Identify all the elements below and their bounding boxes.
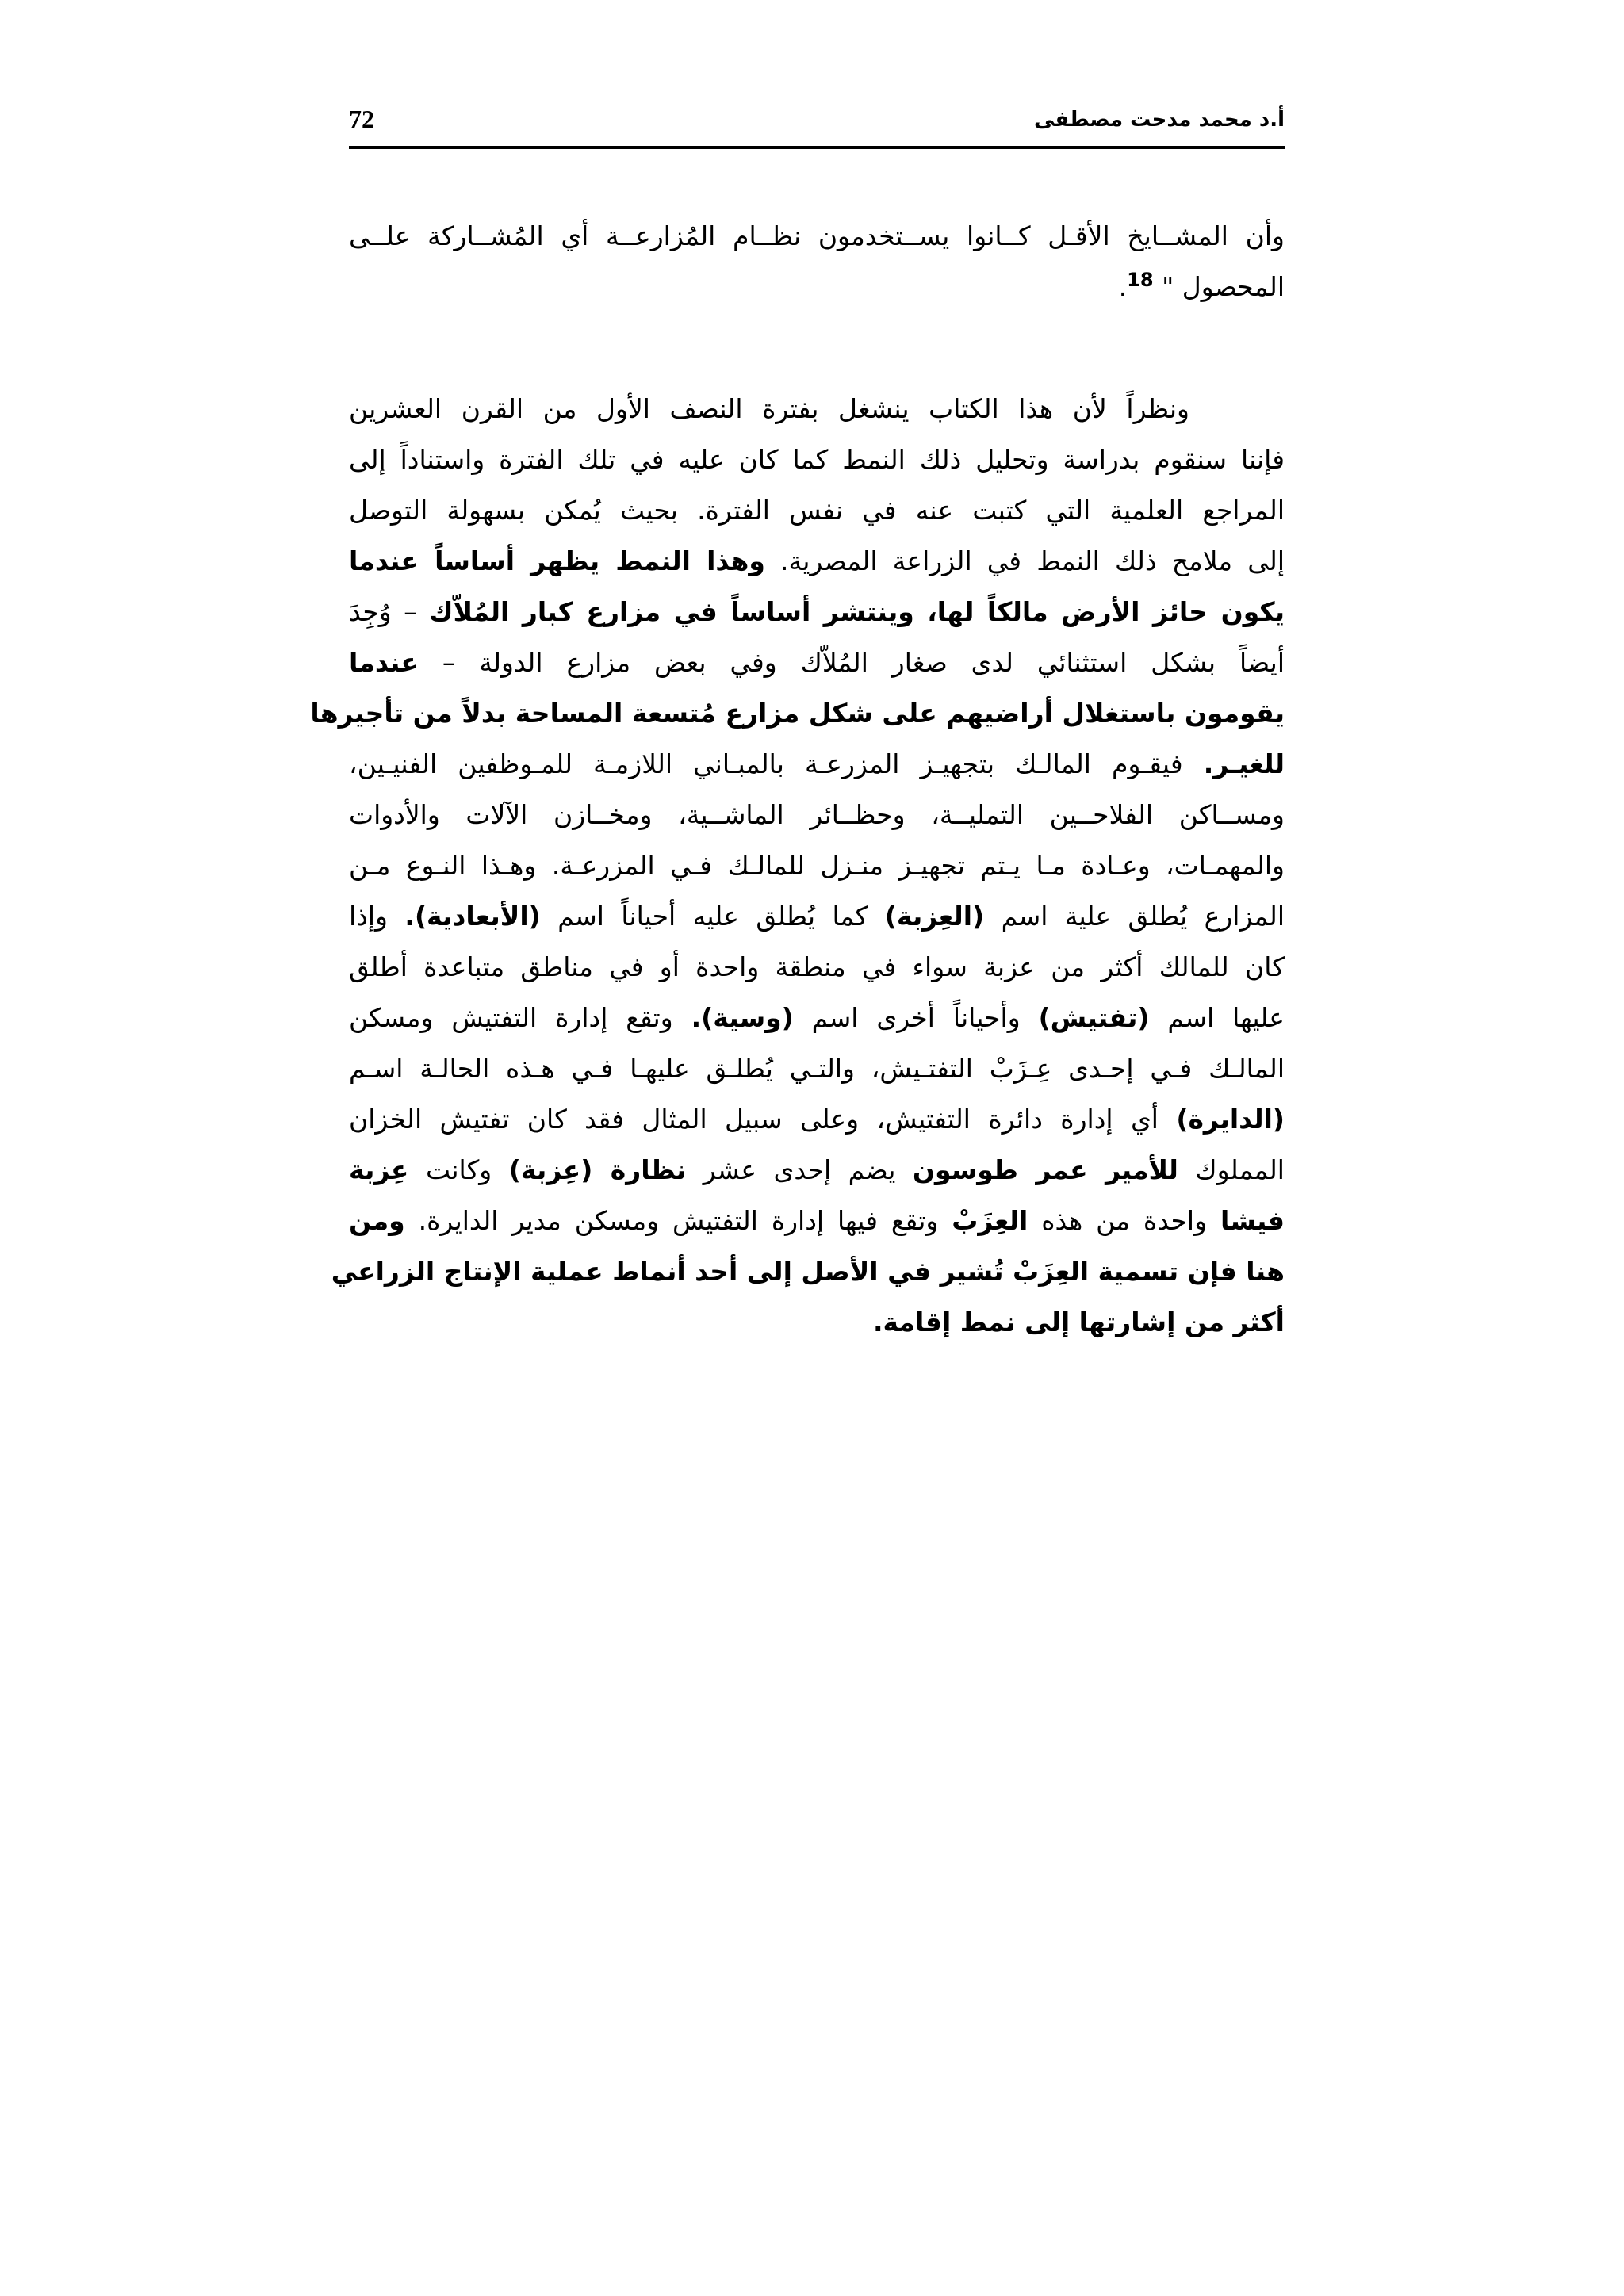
text-fragment: عليها اسم — [1167, 1002, 1285, 1033]
header-author: أ.د محمد مدحت مصطفى — [1033, 108, 1285, 132]
bold-text: ومن — [349, 1205, 405, 1236]
text-line: المراجع العلمية التي كتبت عنه في نفس الفترة. بحيث يُمكن بسهولة التوصل — [349, 495, 1285, 526]
text-line: فإننا سنقوم بدراسة وتحليل ذلك النمط كما كان عليه في تلك الفترة واستناداً إلى — [349, 444, 1285, 475]
text-fragment: واحدة من هذه — [1041, 1205, 1207, 1236]
text-fragment: المزارع يُطلق علية اسم — [1001, 901, 1285, 932]
text-line: يقومون باستغلال أراضيهم على شكل مزارع مُتسعة المساحة بدلاً من تأجيرها — [310, 698, 1285, 729]
bold-text: (العِزبة) — [884, 901, 985, 932]
bold-text: فيشا — [1220, 1205, 1285, 1236]
bold-text: (الأبعادية). — [404, 901, 541, 932]
text-line — [349, 739, 1285, 790]
text-line — [349, 993, 1285, 1043]
text-fragment: وتقع إدارة التفتيش ومسكن — [349, 1002, 673, 1033]
text-line: هنا فإن تسمية العِزَبْ تُشير في الأصل إلى أحد أنماط عملية الإنتاج الزراعي — [331, 1256, 1285, 1287]
text-fragment: إلى ملامح ذلك النمط في الزراعة المصرية. — [780, 545, 1285, 576]
text-line: والمهمـات، وعـادة مـا يـتم تجهيـز منـزل للمالـك فـي المزرعـة. وهـذا النـوع مـن — [349, 850, 1285, 881]
bold-text: العِزَبْ — [952, 1205, 1028, 1236]
text-line: كان للمالك أكثر من عزبة سواء في منطقة واحدة أو في مناطق متباعدة أطلق — [349, 951, 1285, 982]
text-line — [349, 637, 1285, 688]
text-line: أكثر من إشارتها إلى نمط إقامة. — [872, 1307, 1285, 1337]
page-header — [349, 101, 1285, 151]
text-fragment: وكانت — [425, 1154, 492, 1185]
bold-text: وهذا النمط يظهر أساساً عندما — [349, 545, 765, 576]
bold-text: نظارة (عِزبة) — [508, 1154, 687, 1185]
text-fragment: فيقـوم المالـك بتجهيـز المزرعـة بالمبـاني اللازمـة للمـوظفين الفنيـين، — [349, 748, 1183, 779]
header-divider — [349, 146, 1285, 149]
text-fragment: المملوك — [1195, 1154, 1285, 1185]
bold-text: عندما — [349, 647, 419, 678]
bold-text: للغيـر. — [1203, 748, 1285, 779]
text-line — [349, 1094, 1285, 1145]
text-line — [349, 1196, 1285, 1246]
bold-text: (الدايرة) — [1176, 1104, 1285, 1135]
text-line: ونظراً لأن هذا الكتاب ينشغل بفترة النصف الأول من القرن العشرين — [349, 393, 1189, 424]
text-fragment: أي إدارة دائرة التفتيش، وعلى سبيل المثال فقد كان تفتيش الخزان — [349, 1104, 1159, 1135]
bold-text: (تفتيش) — [1038, 1002, 1150, 1033]
body-text — [310, 211, 1285, 1348]
text-fragment: – وُجِدَ — [349, 596, 417, 627]
text-line — [349, 536, 1285, 587]
text-fragment: . — [1118, 271, 1128, 302]
bold-text: للأمير عمر طوسون — [912, 1154, 1178, 1185]
bold-text: (وسية). — [691, 1002, 794, 1033]
bold-text: يكون حائز الأرض مالكاً لها، وينتشر أساساً في مزارع كبار المُلاّك — [429, 596, 1285, 627]
paragraph-gap — [349, 312, 1285, 384]
text-fragment: وأحياناً أخرى اسم — [811, 1002, 1021, 1033]
text-fragment: وإذا — [349, 901, 388, 932]
text-fragment: يضم إحدى عشر — [703, 1154, 896, 1185]
page-number: 72 — [349, 105, 374, 133]
text-line — [349, 1145, 1285, 1196]
text-line: المالـك فـي إحـدى عِـزَبْ التفتـيش، والتـي يُطلـق عليهـا فـي هـذه الحالـة اسـم — [349, 1053, 1285, 1084]
text-fragment: أيضاً بشكل استثنائي لدى صغار المُلاّك وفي بعض مزارع الدولة – — [442, 647, 1285, 678]
bold-text: عِزبة — [349, 1154, 409, 1185]
text-line: وأن المشــايخ الأقـل كــانوا يســتخدمون نظــام المُزارعــة أي المُشــاركة علــى — [349, 220, 1285, 251]
text-line — [349, 587, 1285, 637]
footnote-reference[interactable]: 18 — [1127, 269, 1154, 291]
text-line — [349, 891, 1285, 942]
text-fragment: المحصول " — [1162, 271, 1285, 302]
text-fragment: وتقع فيها إدارة التفتيش ومسكن مدير الدايرة. — [418, 1205, 939, 1236]
text-line — [349, 262, 1285, 312]
text-line: ومســاكن الفلاحــين التمليــة، وحظــائر الماشــية، ومخــازن الآلات والأدوات — [349, 799, 1285, 830]
text-fragment: كما يُطلق عليه أحياناً اسم — [557, 901, 868, 932]
